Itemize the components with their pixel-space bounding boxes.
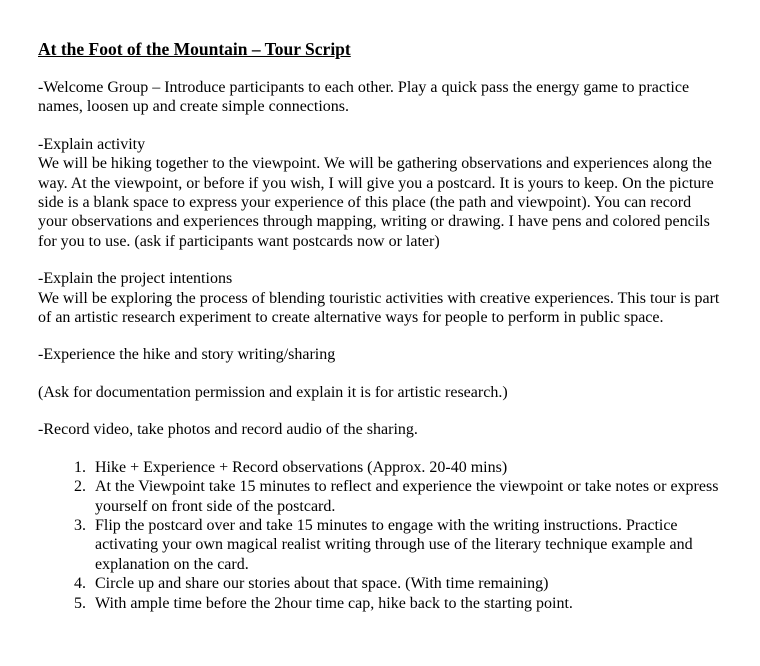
section-heading-explain-activity: -Explain activity — [38, 135, 146, 153]
tour-step-item: 4. Circle up and share our stories about that space. (With time remaining) — [90, 574, 720, 593]
tour-step-item: 1. Hike + Experience + Record observations (Approx. 20-40 mins) — [90, 458, 720, 477]
section-heading-project-intentions: -Explain the project intentions — [38, 270, 233, 288]
paragraph-record-media: -Record video, take photos and record audio of the sharing. — [38, 421, 418, 439]
paragraph-project-intentions-body: We will be exploring the process of blending touristic activities with creative experiences. This tour is part of an artistic research experiment to create alternative ways for people to perform in public space. — [38, 289, 720, 327]
tour-steps-list — [38, 458, 720, 613]
paragraph-explain-activity-body: We will be hiking together to the viewpoint. We will be gathering observations and experiences along the way. At the viewpoint, or before if you wish, I will give you a postcard. It is yours to keep. On the picture side is a blank space to express your experience of this place (the path and viewpoint). You can record your observations and experiences through mapping, writing or drawing. I have pens and colored pencils for you to use. (ask if participants want postcards now or later) — [38, 155, 714, 250]
tour-step-item: 3. Flip the postcard over and take 15 minutes to engage with the writing instructions. Practice activating your own magical realist writing through use of the literary technique example and explanation on the card. — [90, 516, 720, 574]
paragraph-documentation-permission: (Ask for documentation permission and explain it is for artistic research.) — [38, 383, 508, 401]
paragraph-explain-activity — [38, 135, 720, 251]
paragraph-welcome: -Welcome Group – Introduce participants to each other. Play a quick pass the energy game to practice names, loosen up and create simple connections. — [38, 79, 690, 116]
tour-step-item: 5. With ample time before the 2hour time cap, hike back to the starting point. — [90, 594, 720, 613]
document-title: At the Foot of the Mountain – Tour Script — [38, 39, 351, 59]
paragraph-experience-hike: -Experience the hike and story writing/sharing — [38, 346, 336, 364]
tour-step-item: 2. At the Viewpoint take 15 minutes to reflect and experience the viewpoint or take notes or express yourself on front side of the postcard. — [90, 477, 720, 516]
paragraph-project-intentions — [38, 269, 720, 327]
